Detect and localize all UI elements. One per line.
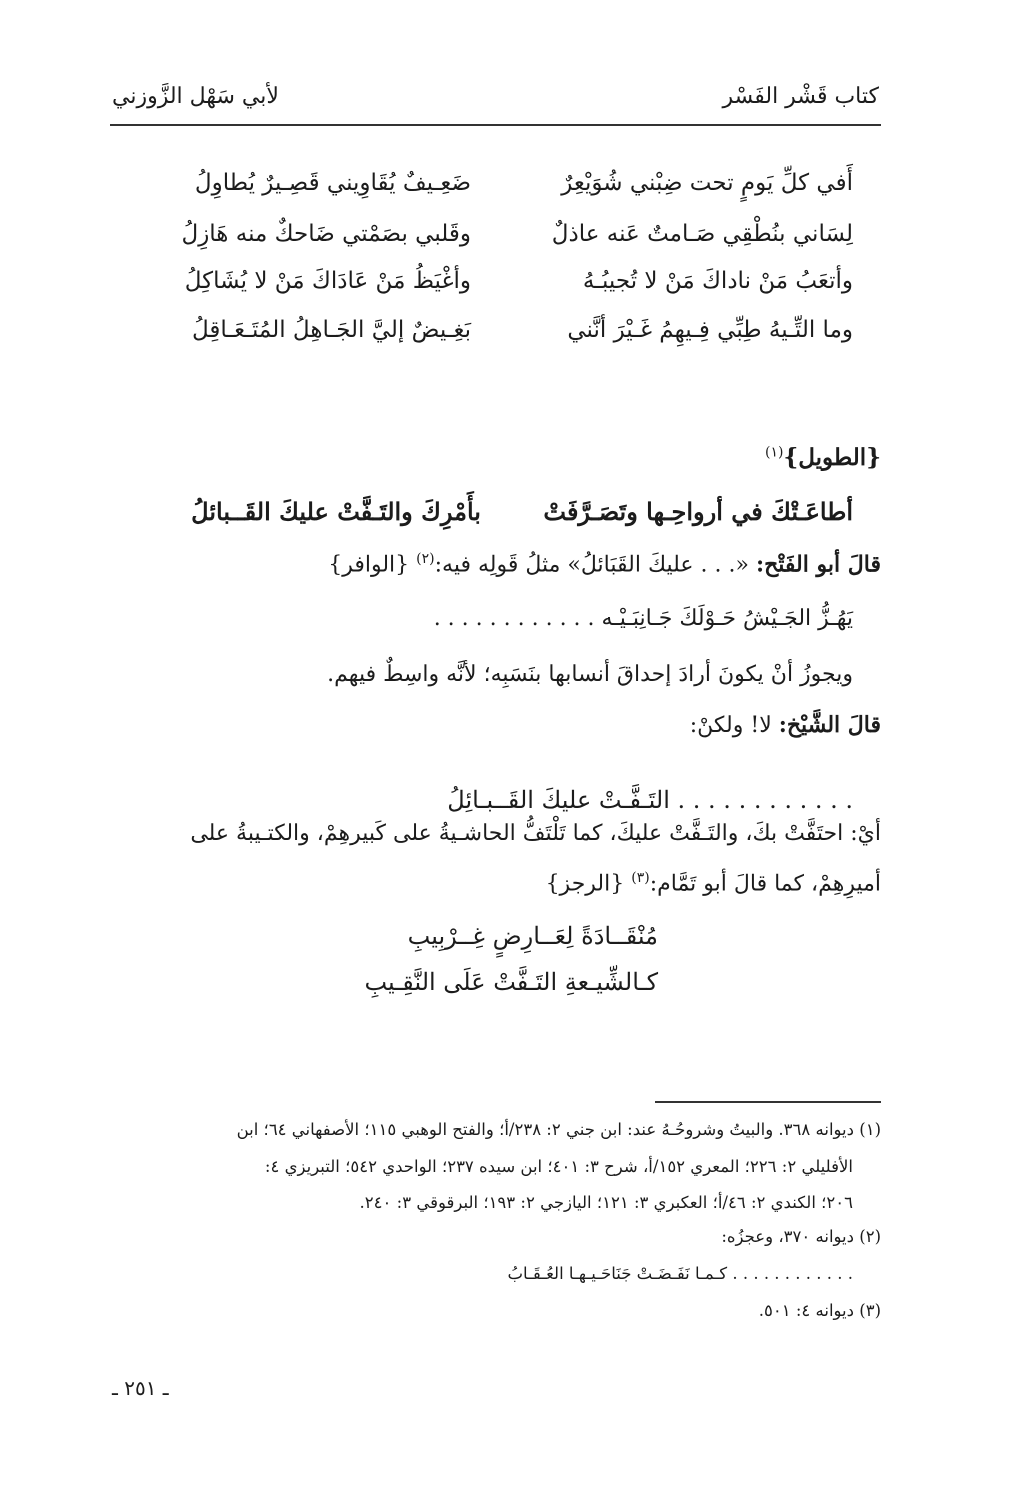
poem-verse-1-first: أَفي كلِّ يَومٍ تحت ضِبْني شُوَيْعِرٌ [561, 170, 853, 196]
poem-verse-4-first: وما التِّـيهُ طِبِّي فِـيهِمُ غَـيْرَ أنَّني [567, 317, 853, 343]
poem-verse-2-first: لِسَاني بنُطْقِي صَـامتٌ عَنه عاذلٌ [551, 221, 853, 247]
meter-rajaz: {الرجز} [545, 871, 632, 897]
footnote-3: (٣) ديوانه ٤: ٥٠١. [758, 1301, 881, 1320]
commentary-text: «. . . عليكَ القَبَائلُ» مثلُ قَولِه فيه: [434, 552, 756, 578]
commentary-continuation: ويجوزُ أنْ يكونَ أرادَ إحداقَ أنسابها بنَسَبِه؛ لأنَّه واسِطٌ فيهم. [327, 662, 853, 687]
footnote-ref-3[interactable]: (٣) [631, 870, 650, 886]
poem-verse-3-second: وأغْيَظُ مَنْ عَادَاكَ مَنْ لا يُشَاكِلُ [184, 268, 471, 294]
explanation-text: أميرِهِمْ، كما قالَ أبو تَمَّام: [649, 871, 881, 897]
footnote-1-line-3: ٢٠٦؛ الكندي ٢: ٤٦/أ؛ العكبري ٣: ١٢١؛ اليازجي ٢: ١٩٣؛ البرقوقي ٣: ٢٤٠. [359, 1193, 853, 1212]
poem-verse-4-second: بَغِـيضٌ إليَّ الجَـاهِلُ المُتَـعَـاقِلُ [191, 317, 471, 343]
poem-verse-3-first: وأتعَبُ مَنْ ناداكَ مَنْ لا تُجيبُـهُ [582, 268, 853, 294]
speaker-label-abu-alfath: قالَ أبو الفَتْح: [755, 551, 881, 578]
commentary-abu-alfath [328, 551, 881, 577]
main-verse-first: أطاعَـتْكَ في أرواحِـها وتَصَـرَّفَتْ [543, 497, 853, 526]
commentary-shaykh [690, 712, 881, 738]
shaykh-text: لا! ولكنْ: [689, 713, 779, 738]
poem-verse-2-second: وقَلبي بصَمْتي ضَاحكٌ منه هَازِلُ [181, 221, 471, 247]
rajaz-verse-2: كـالشِّيـعةِ التَـفَّتْ عَلَى النَّقِـيبِ [364, 968, 658, 996]
meter-wafir: {الوافر} [328, 552, 417, 578]
footnote-2-line-1: (٢) ديوانه ٣٧٠، وعجزُه: [721, 1227, 881, 1246]
running-header-author: لأبي سَهْل الزَّوزني [112, 84, 279, 109]
footnote-2-verse: . . . . . . . . . . . . كـمـا نَفَـضَـتْ جَنَاحَـيـهـا العُـقَـابُ [507, 1264, 853, 1283]
footnote-1-line-1: (١) ديوانه ٣٦٨. والبيتُ وشروحُـهُ عند: ابن جني ٢: ٢٣٨/أ؛ والفتح الوهبي ١١٥؛ الأصفهاني ٦٤؛ ابن [236, 1120, 881, 1139]
meter-name: {الطويل} [783, 444, 881, 471]
page-number: ـ ٢٥١ ـ [112, 1376, 169, 1400]
footnote-1-line-2: الأفليلي ٢: ٢٢٦؛ المعري ١٥٢/أ، شرح ٣: ٤٠١؛ ابن سيده ٢٣٧؛ الواحدي ٥٤٢؛ التبريزي ٤: [264, 1157, 853, 1176]
footnote-rule [655, 1101, 881, 1103]
footnote-ref-1[interactable]: (١) [764, 444, 784, 461]
meter-heading [765, 444, 881, 471]
explanation-line-1: أيْ: احتَفَّتْ بكَ، والتَـفَّتْ عليكَ، كما تَلْتَفُّ الحاشـيةُ على كَبيرهِمْ، والكتـيبةُ على [190, 821, 881, 846]
running-header-book-title: كتاب قَشْر الفَسْر [722, 84, 879, 109]
header-rule [110, 124, 881, 126]
speaker-label-shaykh: قالَ الشَّيْخ: [778, 712, 881, 738]
explanation-line-2 [546, 870, 881, 896]
rajaz-verse-1: مُنْقَــادَةً لِعَــارِضٍ غِــرْبِيبِ [407, 922, 658, 950]
footnote-ref-2[interactable]: (٢) [416, 551, 435, 567]
ellipsis-verse: . . . . . . . . . . . . التَـفَّـتْ عليكَ القَــبـائِلُ [447, 786, 853, 814]
poem-verse-1-second: ضَعِـيفٌ يُقَاوِيني قَصِـيرٌ يُطاوِلُ [194, 170, 471, 196]
main-verse-second: بأَمْرِكَ والتَـفَّتْ عليكَ القَــبائلُ [191, 497, 481, 526]
quoted-hemistich: يَهُـزُّ الجَـيْشُ حَـوْلَكَ جَـانِبَـيْـه . . . . . . . . . . . . [433, 606, 853, 631]
